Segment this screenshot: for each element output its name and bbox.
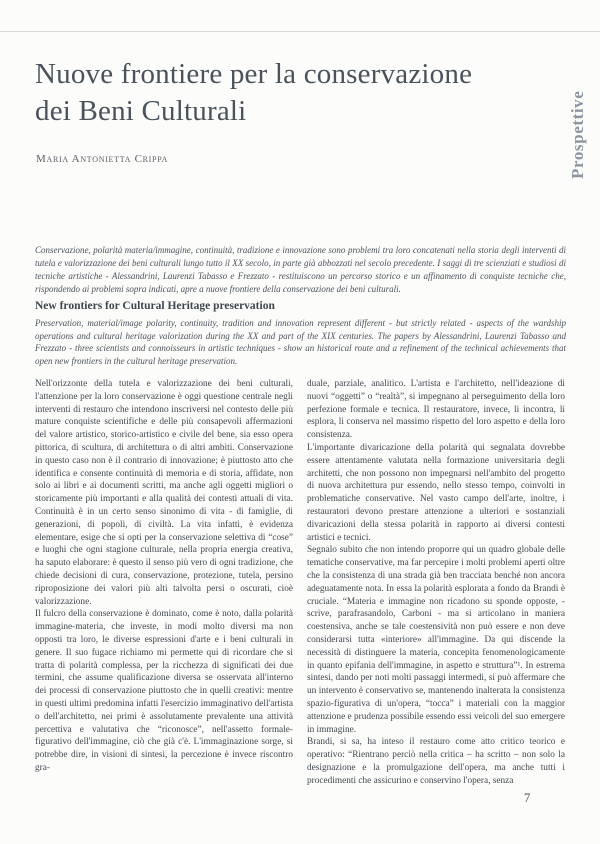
english-section-heading: New frontiers for Cultural Heritage preservation [35, 300, 275, 312]
article-title [35, 56, 580, 130]
title-line: Nuove frontiere per la conservazione [35, 58, 473, 90]
paragraph: Brandi, si sa, ha inteso il restauro come atto critico teorico e operativo: “Rientrano perciò nella critica – ha scritto – non solo la designazione e la promulgazione dell'opera, ma anche tutti i procedimenti che assicurino e conservino l'opera, senza [307, 737, 565, 786]
title-line: dei Beni Culturali [35, 95, 247, 127]
abstract-italian: Conservazione, polarità materia/immagine, continuità, tradizione e innovazione sono problemi tra loro concatenati nella storia degli interventi di tutela e valorizzazione dei beni culturali lungo tutto il XX secolo, in parte già abbozzati nel secolo precedente. I saggi di tre scienziati e studiosi di tecniche artistiche - Alessandrini, Laurenzi Tabasso e Frezzato - restituiscono un percorso storico e un affinamento di conquiste tecniche che, rispondendo ai problemi sopra indicati, apre a nuove frontiere della conservazione dei beni culturali. [35, 245, 566, 294]
page-number: 7 [524, 791, 531, 805]
body-column-right [307, 378, 565, 788]
author-name: Maria Antonietta Crippa [36, 153, 169, 165]
paragraph: duale, parziale, analitico. L'artista e l'architetto, nell'ideazione di nuovi “oggetti” o “realtà”, si impegnano al perseguimento della loro perfezione formale e tecnica. Il restauratore, invece, li incontra, li esplora, li conserva nel massimo rispetto del loro aspetto e della loro consistenza. [307, 379, 565, 441]
top-divider [0, 31, 600, 32]
section-side-label: Prospettive [568, 90, 587, 180]
paragraph: L'importante divaricazione della polarità qui segnalata dovrebbe essere attentamente valutata nella formazione universitaria degli architetti, che non possono non impegnarsi nell'ambito del progetto di nuova architettura pur essendo, nello stesso tempo, coinvolti in problematiche conservative. Nel vasto campo dell'arte, inoltre, i restauratori devono prestare attenzione a ulteriori e sostanziali divaricazioni della stessa polarità in rapporto ai diversi contesti artistici e tecnici. [307, 442, 565, 543]
paragraph: Il fulcro della conservazione è dominato, come è noto, dalla polarità immagine-materia, che investe, in modi molto diversi ma non opposti tra loro, le diverse espressioni d'arte e i beni culturali in genere. Il suo fugace richiamo mi permette qui di ricordare che si tratta di polarità complessa, per la ricchezza di significati dei due termini, che assume qualificazione diversa se osservata all'interno dei processi di conservazione piuttosto che in quelli creativi: mentre in questi ultimi predomina infatti l'esercizio immaginativo dell'artista o dell'architetto, nei primi è assolutamente prevalente una attività percettiva e valutativa che “riconosce”, nell'assetto formale-figurativo dell'immagine, ciò che già c'è. L'immaginazione sorge, si potrebbe dire, in visioni di sintesi, la percezione è invece riscontro gra- [35, 609, 293, 773]
abstract-english: Preservation, material/image polarity, continuity, tradition and innovation represent different - but strictly related - aspects of the wardship operations and cultural heritage valorization during the XX and part of the XIX centuries. The papers by Alessandrini, Laurenzi Tabasso and Frezzato - three scientists and connoisseurs in artistic techniques - show an historical route and a refinement of the technical achievements that open new frontiers in the cultural heritage preservation. [35, 318, 566, 366]
article-body [35, 378, 566, 788]
paragraph: Segnalo subito che non intendo proporre qui un quadro globale delle tematiche conservative, ma far percepire i molti problemi aperti oltre che la consistenza di una strada già ben tracciata benché non ancora adeguatamente nota. In essa la polarità esplorata a fondo da Brandi è cruciale. “Materia e immagine non ricadono su sponde opposte, - scrive, parafrasandolo, Carboni - ma si articolano in maniera coestensiva, anche se tale coestensività non può essere e non deve considerarsi tutta «interiore» all'immagine. Da qui discende la necessità di distinguere la materia, concepita fenomenologicamente in quanto epifania dell'immagine, in aspetto e struttura”¹. In estrema sintesi, dando per noti molti passaggi intermedi, si può affermare che un intervento è conservativo se, mantenendo inalterata la consistenza spazio-figurativa di un'opera, “tocca” i materiali con la maggior attenzione e prudenza possibile essendo essi veicoli del suo emergere in immagine. [307, 545, 565, 735]
paragraph: Nell'orizzonte della tutela e valorizzazione dei beni culturali, l'attenzione per la loro conservazione è oggi questione centrale negli interventi di restauro che intendono inscriversi nel contesto delle più mature conquiste scientifiche e delle più consapevoli affermazioni del valore artistico, storico-artistico e civile del bene, sia esso opera pittorica, di scultura, di architettura o di altri ambiti. Conservazione in questo caso non è il contrario di innovazione; è piuttosto atto che identifica e consente continuità di memoria e di storia, affidate, non solo ai libri e ai documenti scritti, ma anche agli oggetti migliori o storicamente più importanti e alla qualità dei contesti attuali di vita. Continuità è in un certo senso sinonimo di vita - di famiglie, di generazioni, di popoli, di civiltà. La vita infatti, è evidenza elementare, esige che si opti per la conservazione selettiva di “cose” e luoghi che ogni stagione culturale, nella propria energia creativa, ha saputo elaborare: è questo il senso più vero di ogni tradizione, che chiede decisioni di cura, conservazione, protezione, tutela, persino riproposizione dei valori più alti talvolta persi o oscurati, cioè valorizzazione. [35, 379, 293, 607]
body-column-left [35, 378, 293, 788]
